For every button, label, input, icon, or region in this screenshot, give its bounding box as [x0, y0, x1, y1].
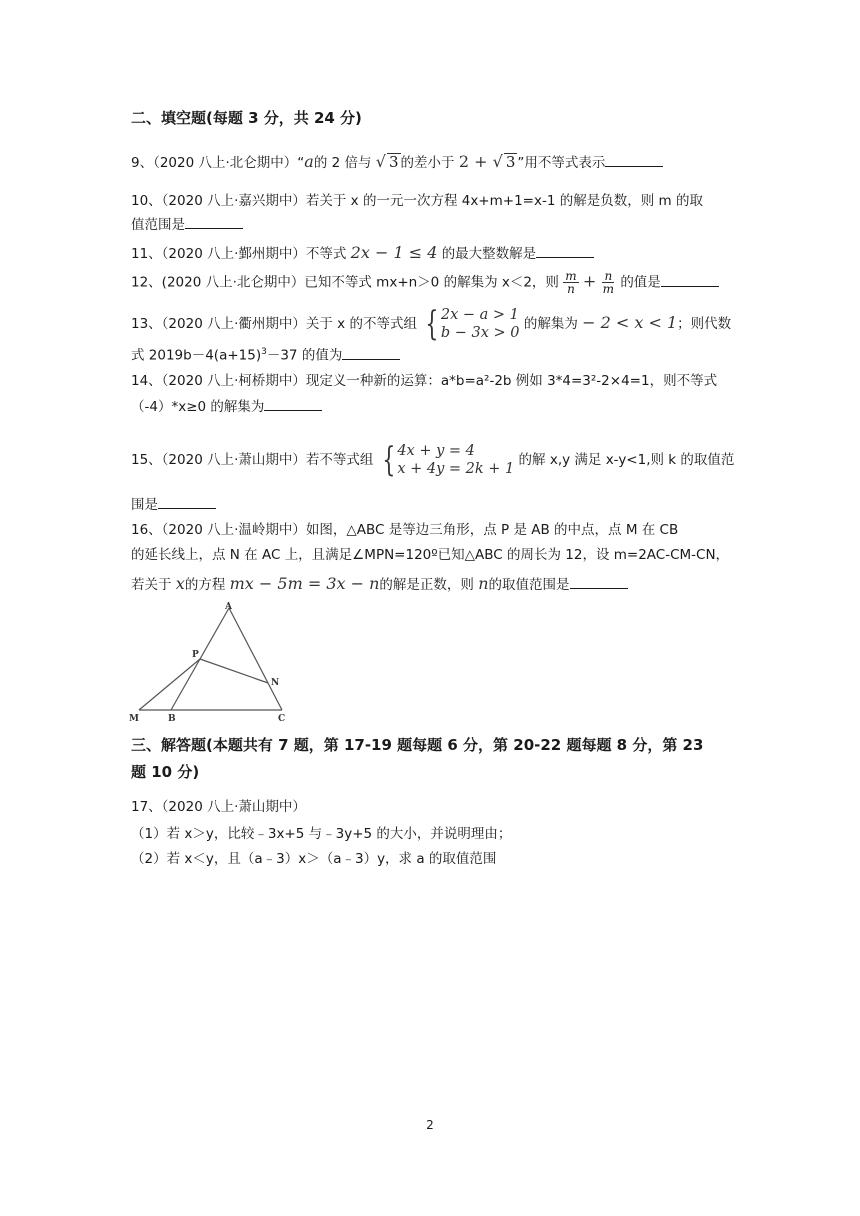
- question-16-line1: 16、（2020 八上·温岭期中）如图，△ABC 是等边三角形，点 P 是 AB 的中点，点 M 在 CB: [131, 522, 679, 538]
- label-m: M: [129, 714, 139, 724]
- inequality-system: { 2x − a > 1 b − 3x > 0: [425, 304, 520, 344]
- answer-blank: [536, 243, 594, 258]
- question-9: 9、（2020 八上·北仑期中）“a的 2 倍与 √ 3 的差小于 2 + √ 3 ”用不等式表示: [131, 152, 663, 173]
- question-14-line1: 14、（2020 八上·柯桥期中）现定义一种新的运算：a*b=a²-2b 例如 3*4=3²-2×4=1，则不等式: [131, 373, 718, 389]
- page-number: 2: [426, 1118, 434, 1132]
- question-10-line2: 值范围是: [131, 214, 243, 235]
- triangle-figure: [125, 600, 305, 725]
- equation-system: { 4x + y = 4 x + 4y = 2k + 1: [382, 440, 515, 480]
- fraction-m-over-n: $\frac{m}{n}$: [565, 269, 577, 296]
- label-a: A: [225, 602, 232, 612]
- answer-blank: [570, 574, 628, 589]
- question-16-line3: 若关于 x的方程 mx − 5m = 3x − n的解是正数，则 n的取值范围是: [131, 574, 628, 595]
- question-13-line2: 式 $2019b-4(a+15)^3-37$ 的值为: [131, 342, 400, 366]
- section-2-heading: 二、填空题(每题 3 分，共 24 分): [131, 109, 362, 127]
- question-16-line2: 的延长线上，点 N 在 AC 上，且满足∠MPN=120º已知△ABC 的周长为 12，设 m=2AC-CM-CN，: [131, 547, 730, 563]
- answer-blank: [605, 152, 663, 167]
- label-c: C: [278, 714, 286, 724]
- answer-blank: [661, 272, 719, 287]
- answer-blank: [185, 214, 243, 229]
- label-b: B: [168, 714, 176, 724]
- answer-blank: [264, 396, 322, 411]
- question-13-line1: 13、（2020 八上·衢州期中）关于 x 的不等式组 { 2x − a > 1 b − 3x > 0 的解集为 − 2 < x < 1；则代数: [131, 304, 732, 344]
- section-3-heading-line2: 题 10 分): [131, 763, 200, 781]
- answer-blank: [342, 345, 400, 360]
- label-p: P: [192, 650, 199, 660]
- question-12: 12、(2020 八上·北仑期中）已知不等式 mx+n＞0 的解集为 x＜2，则 $\frac{m}{n}$ + $\frac{n}{m}$ 的值是: [131, 270, 719, 295]
- label-n: N: [271, 678, 280, 688]
- segment-pm: [139, 659, 200, 710]
- question-11: 11、（2020 八上·鄞州期中）不等式 2x − 1 ≤ 4 的最大整数解是: [131, 243, 594, 264]
- question-10-line1: 10、（2020 八上·嘉兴期中）若关于 x 的一元一次方程 4x+m+1=x-1 的解是负数，则 m 的取: [131, 193, 703, 209]
- side-ac: [229, 608, 282, 710]
- answer-blank: [158, 494, 216, 509]
- question-15-line1: 15、（2020 八上·萧山期中）若不等式组 { 4x + y = 4 x + 4y = 2k + 1 的解 x,y 满足 x-y<1,则 k 的取值范: [131, 440, 735, 480]
- fraction-n-over-m: $\frac{n}{m}$: [602, 269, 615, 296]
- question-17-part1: （1）若 x＞y，比较﹣3x+5 与﹣3y+5 的大小，并说明理由；: [131, 826, 512, 842]
- question-15-line2: 围是: [131, 494, 216, 515]
- section-3-heading-line1: 三、解答题(本题共有 7 题，第 17-19 题每题 6 分，第 20-22 题每题 8 分，第 23: [131, 736, 704, 754]
- question-14-line2: （-4）*x≥0 的解集为: [131, 396, 322, 417]
- question-17-part2: （2）若 x＜y，且（a﹣3）x＞（a﹣3）y，求 a 的取值范围: [131, 851, 497, 867]
- question-17-header: 17、（2020 八上·萧山期中）: [131, 799, 306, 815]
